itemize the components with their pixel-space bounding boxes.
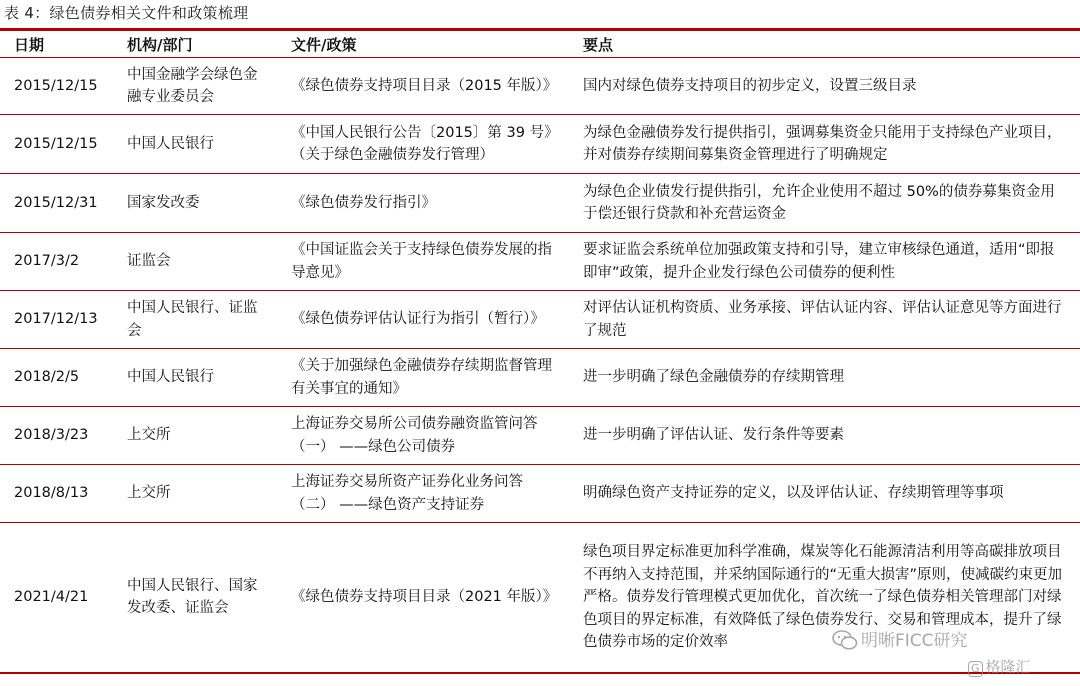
site-logo-icon: G — [968, 661, 983, 677]
cell-key-points: 进一步明确了评估认证、发行条件等要素 — [569, 407, 1080, 465]
cell-agency: 中国人民银行 — [113, 115, 277, 174]
header-agency: 机构/部门 — [113, 31, 277, 58]
table-row — [0, 233, 1080, 291]
cell-policy: 《中国证监会关于支持绿色债券发展的指导意见》 — [277, 233, 569, 291]
header-policy: 文件/政策 — [277, 31, 569, 58]
cell-key-points: 进一步明确了绿色金融债券的存续期管理 — [569, 349, 1080, 407]
cell-key-points: 为绿色企业债发行提供指引，允许企业使用不超过 50%的债券募集资金用于偿还银行贷款和补充营运资金 — [569, 174, 1080, 233]
cell-agency: 中国人民银行、国家发改委、证监会 — [113, 523, 277, 673]
cell-policy: 上海证券交易所公司债券融资监管问答（一） ——绿色公司债券 — [277, 407, 569, 465]
cell-date: 2018/3/23 — [0, 407, 113, 465]
cell-date: 2015/12/31 — [0, 174, 113, 233]
table-row — [0, 523, 1080, 673]
header-row — [0, 31, 1080, 58]
cell-date: 2017/12/13 — [0, 291, 113, 349]
table-row — [0, 58, 1080, 115]
cell-key-points: 为绿色金融债券发行提供指引，强调募集资金只能用于支持绿色产业项目，并对债券存续期间募集资金管理进行了明确规定 — [569, 115, 1080, 174]
cell-date: 2015/12/15 — [0, 58, 113, 115]
cell-agency: 中国金融学会绿色金融专业委员会 — [113, 58, 277, 115]
table-row — [0, 291, 1080, 349]
cell-date: 2018/2/5 — [0, 349, 113, 407]
cell-key-points: 国内对绿色债券支持项目的初步定义，设置三级目录 — [569, 58, 1080, 115]
cell-agency: 中国人民银行 — [113, 349, 277, 407]
cell-date: 2015/12/15 — [0, 115, 113, 174]
table-row — [0, 349, 1080, 407]
cell-key-points: 明确绿色资产支持证券的定义，以及评估认证、存续期管理等事项 — [569, 465, 1080, 523]
table-row — [0, 465, 1080, 523]
cell-agency: 证监会 — [113, 233, 277, 291]
cell-agency: 上交所 — [113, 407, 277, 465]
policy-table — [0, 31, 1080, 674]
watermark-wechat-label: 明晰FICC研究 — [861, 631, 968, 651]
table-caption: 表 4：绿色债券相关文件和政策梳理 — [4, 4, 249, 22]
cell-agency: 国家发改委 — [113, 174, 277, 233]
header-key-points: 要点 — [569, 31, 1080, 58]
table-row — [0, 407, 1080, 465]
cell-policy: 《关于加强绿色金融债券存续期监督管理有关事宜的通知》 — [277, 349, 569, 407]
cell-date: 2017/3/2 — [0, 233, 113, 291]
cell-policy: 上海证券交易所资产证券化业务问答（二） ——绿色资产支持证券 — [277, 465, 569, 523]
table-row — [0, 115, 1080, 174]
header-date: 日期 — [0, 31, 113, 58]
cell-policy: 《绿色债券支持项目目录（2015 年版）》 — [277, 58, 569, 115]
cell-policy: 《中国人民银行公告〔2015〕第 39 号》（关于绿色金融债券发行管理） — [277, 115, 569, 174]
cell-policy: 《绿色债券发行指引》 — [277, 174, 569, 233]
cell-policy: 《绿色债券评估认证行为指引（暂行）》 — [277, 291, 569, 349]
watermark-site-label: 格隆汇 — [985, 658, 1031, 676]
cell-agency: 上交所 — [113, 465, 277, 523]
cell-policy: 《绿色债券支持项目目录（2021 年版）》 — [277, 523, 569, 673]
table-row — [0, 174, 1080, 233]
cell-key-points: 要求证监会系统单位加强政策支持和引导，建立审核绿色通道，适用“即报即审”政策，提升企业发行绿色公司债券的便利性 — [569, 233, 1080, 291]
cell-date: 2021/4/21 — [0, 523, 113, 673]
cell-date: 2018/8/13 — [0, 465, 113, 523]
cell-agency: 中国人民银行、证监会 — [113, 291, 277, 349]
cell-key-points: 对评估认证机构资质、业务承接、评估认证内容、评估认证意见等方面进行了规范 — [569, 291, 1080, 349]
cell-key-points: 绿色项目界定标准更加科学准确，煤炭等化石能源清洁利用等高碳排放项目不再纳入支持范围，并采纳国际通行的“无重大损害”原则，使减碳约束更加严格。债券发行管理模式更加优化，首次统一了绿色债券相关管理部门对绿色项目的界定标准，有效降低了绿色债券发行、交易和管理成本，提升了绿色债券市场的定价效率 — [569, 523, 1080, 673]
